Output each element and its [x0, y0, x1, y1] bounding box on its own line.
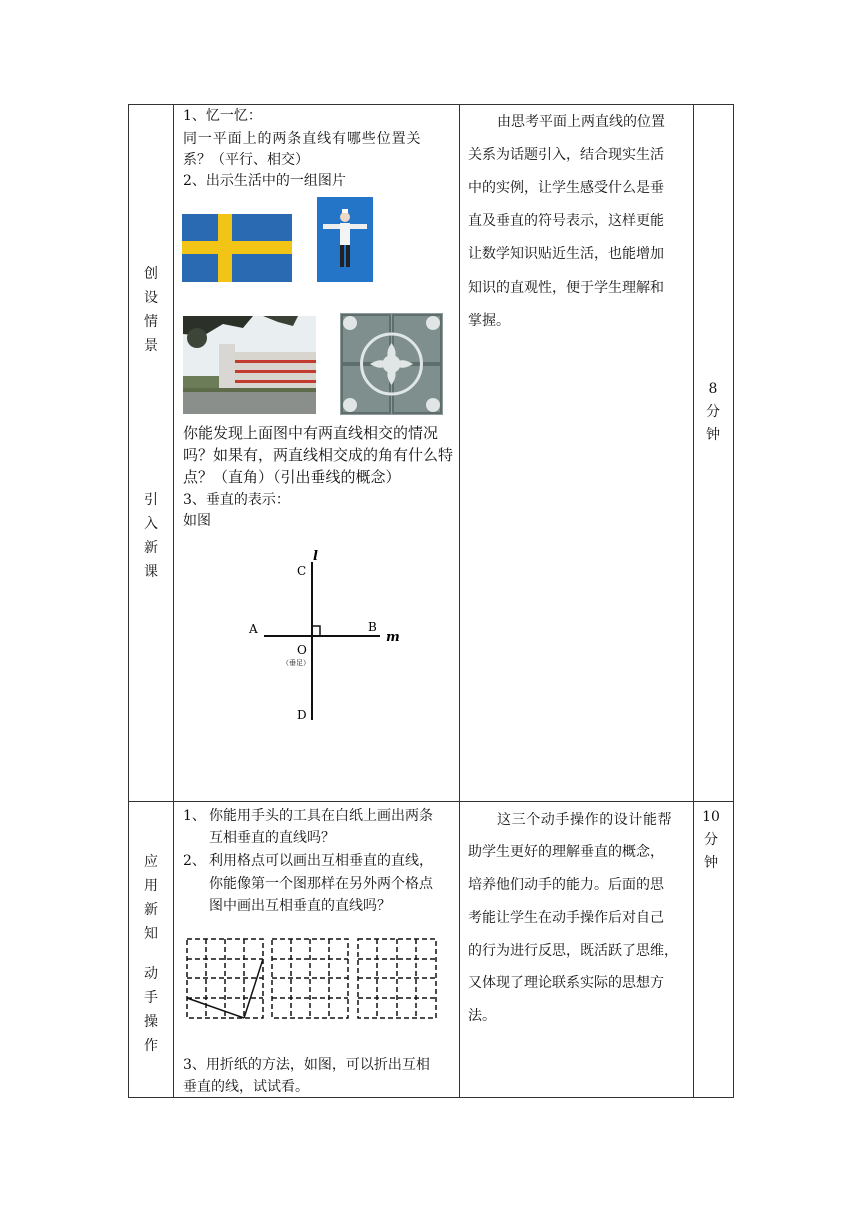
row-divider [128, 801, 733, 802]
task-3-line1: 3、用折纸的方法，如图，可以折出互相 [183, 1057, 430, 1073]
task-number: 1、 [183, 808, 206, 824]
show-pictures-heading: 2、出示生活中的一组图片 [183, 173, 346, 189]
note-line: 的行为进行反思，既活跃了思维， [468, 943, 678, 959]
task-text-line1: 利用格点可以画出互相垂直的直线， [209, 853, 433, 869]
note-line: 由思考平面上两直线的位置 [497, 114, 665, 130]
time-unit-char: 钟 [704, 855, 718, 871]
stage-label-introduce-lesson [140, 488, 162, 584]
stage-label-hands-on [140, 962, 162, 1058]
intersect-question-line2: 吗？如果有，两直线相交成的角有什么特 [183, 446, 454, 464]
note-line: 直及垂直的符号表示，这样更能 [468, 213, 664, 229]
task-number: 2、 [183, 853, 206, 869]
stage-char: 课 [144, 564, 158, 580]
note-line: 法。 [468, 1008, 496, 1024]
task-text-line2: 你能像第一个图那样在另外两个格点 [209, 876, 433, 892]
time-allocation-2 [700, 806, 722, 875]
label-m: m [386, 630, 400, 645]
label-foot: （垂足） [282, 659, 310, 667]
col-divider-3 [693, 104, 694, 1098]
label-B: B [368, 620, 377, 634]
label-O: O [297, 643, 307, 657]
note-line: 掌握。 [468, 313, 510, 329]
stage-char: 情 [144, 314, 158, 330]
recall-heading: 1、忆一忆： [183, 108, 262, 124]
recall-question-line1: 同一平面上的两条直线有哪些位置关 [183, 131, 422, 147]
note-line: 关系为话题引入，结合现实生活 [468, 147, 664, 163]
col-divider-2 [459, 104, 460, 1098]
note-line: 这三个动手操作的设计能帮 [497, 812, 673, 828]
label-l: l [313, 549, 318, 564]
task-text-line3: 图中画出互相垂直的直线吗？ [209, 898, 391, 914]
intersect-question-line3: 点？（直角）（引出垂线的概念） [183, 468, 401, 486]
stage-char: 作 [144, 1038, 158, 1054]
flag-image [182, 214, 292, 282]
stage-char: 入 [144, 516, 158, 532]
stage-char: 动 [144, 966, 158, 982]
perpendicular-notation-heading: 3、垂直的表示： [183, 492, 290, 508]
stage-char: 新 [144, 902, 158, 918]
perpendicular-lines-diagram [240, 540, 410, 730]
task-text-line2: 互相垂直的直线吗？ [209, 830, 335, 846]
time-unit-char: 钟 [706, 427, 720, 443]
table-top-border [128, 104, 733, 105]
task-text-line1: 你能用手头的工具在白纸上画出两条 [209, 808, 433, 824]
person-photo [317, 197, 373, 282]
time-unit-char: 分 [706, 404, 720, 420]
label-C: C [297, 564, 307, 578]
time-value: 10 [702, 809, 720, 825]
dot-grid-diagrams [180, 932, 444, 1024]
time-allocation-1 [703, 378, 723, 447]
label-D: D [297, 708, 307, 722]
stage-char: 引 [144, 492, 158, 508]
note-line: 考能让学生在动手操作后对自己 [468, 910, 664, 926]
as-shown-label: 如图 [183, 513, 211, 529]
stage-char: 景 [144, 338, 158, 354]
stage-char: 创 [144, 266, 158, 282]
tile-pattern-image [340, 313, 443, 415]
recall-question-line2: 系？（平行、相交） [183, 152, 309, 168]
col-divider-1 [173, 104, 174, 1098]
table-left-border [128, 104, 129, 1098]
note-line: 让数学知识贴近生活，也能增加 [468, 246, 664, 262]
note-line: 知识的直观性，便于学生理解和 [468, 280, 664, 296]
stage-label-create-scenario [140, 262, 162, 358]
label-A: A [249, 622, 258, 636]
note-line: 助学生更好的理解垂直的概念， [468, 844, 664, 860]
stage-char: 知 [144, 926, 158, 942]
stage-char: 操 [144, 1014, 158, 1030]
time-unit-char: 分 [704, 832, 718, 848]
stage-char: 用 [144, 878, 158, 894]
stage-char: 设 [144, 290, 158, 306]
time-value: 8 [708, 381, 718, 397]
table-right-border [733, 104, 734, 1098]
note-line: 中的实例，让学生感受什么是垂 [468, 180, 664, 196]
intersect-question-line1: 你能发现上面图中有两直线相交的情况 [183, 424, 439, 442]
stage-char: 新 [144, 540, 158, 556]
stage-label-apply-knowledge [140, 850, 162, 946]
stage-char: 手 [144, 990, 158, 1006]
stage-char: 应 [144, 854, 158, 870]
task-3-line2: 垂直的线，试试看。 [183, 1079, 309, 1095]
note-line: 又体现了理论联系实际的思想方 [468, 975, 664, 991]
note-line: 培养他们动手的能力。后面的思 [468, 877, 664, 893]
school-building-photo [183, 316, 316, 414]
